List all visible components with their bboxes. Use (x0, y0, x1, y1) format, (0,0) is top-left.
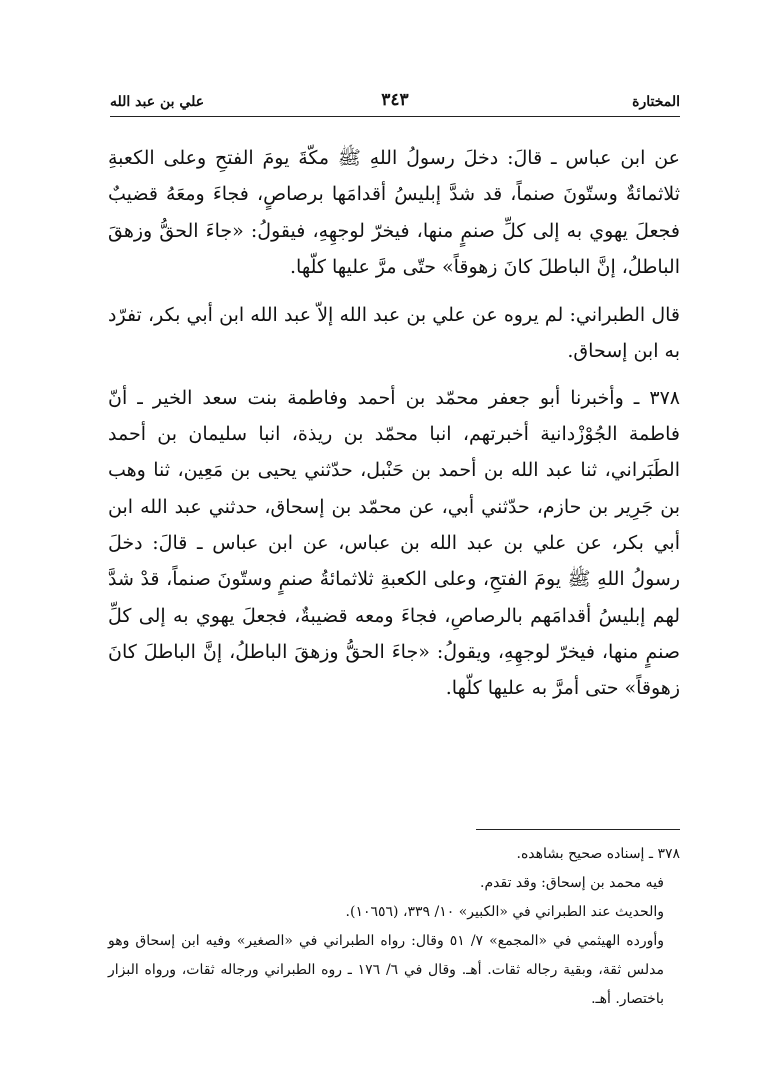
page-number: ٣٤٣ (381, 90, 409, 110)
footnote-separator (476, 829, 680, 830)
hadith-378-paragraph: ٣٧٨ ـ وأخبرنا أبو جعفر محمّد بن أحمد وفاطمة بنت سعد الخير ـ أنّ فاطمة الجُوْزْدانية أخبرتهم، انبا محمّد بن ريذة، انبا سليمان بن أحمد الطَبَراني، ثنا عبد الله بن أحمد بن حَنْبل، حدّثني يحيى بن مَعِين، ثنا وهب بن جَرِير بن حازم، حدّثني أبي، عن محمّد بن إسحاق، حدثني عبد الله ابن أبي بكر، عن علي بن عبد الله بن عباس، عن ابن عباس ـ قالَ: دخلَ رسولُ اللهِ ﷺ يومَ الفتحِ، وعلى الكعبةِ ثلاثمائةُ صنمٍ وستّونَ صنماً، قدْ شدَّ لهم إبليسُ أقدامَهم بالرصاصِ، فجاءَ ومعه قضيبةٌ، فجعلَ يهوي به إلى كلِّ صنمٍ منها، فيخرّ لوجهِهِ، ويقولُ: «جاءَ الحقُّ وزهقَ الباطلُ، إنَّ الباطلَ كانَ زهوقاً» حتى أمرَّ به عليها كلّها. (108, 386, 680, 700)
tabarani-comment-paragraph: قال الطبراني: لم يروه عن علي بن عبد الله إلاّ عبد الله ابن أبي بكر، تفرّد به ابن إسحاق. (108, 304, 680, 363)
footnote-line: والحديث عند الطبراني في «الكبير» ١٠/ ٣٣٩، (١٠٦٥٦). (345, 904, 664, 920)
book-title: المختارة (632, 94, 680, 110)
footnote-line: ٣٧٨ ـ إسناده صحيح بشاهده. (516, 846, 680, 862)
hadith-continuation-paragraph: عن ابن عباس ـ قالَ: دخلَ رسولُ اللهِ ﷺ مكّةَ يومَ الفتحِ وعلى الكعبةِ ثلاثمائةٌ وستّونَ صنماً، قد شدَّ إبليسُ أقدامَها برصاصٍ، فجاءَ ومعَهُ قضيبٌ فجعلَ يهوي به إلى كلِّ صنمٍ منها، فيخرّ لوجهِهِ، فيقولُ: «جاءَ الحقُّ وزهقَ الباطلُ، إنَّ الباطلَ كانَ زهوقاً» حتّى مرَّ عليها كلّها. (108, 147, 680, 278)
running-header (110, 88, 680, 117)
footnote-line: وأورده الهيثمي في «المجمع» ٧/ ٥١ وقال: رواه الطبراني في «الصغير» وفيه ابن إسحاق وهو مدلس ثقة، وبقية رجاله ثقات. أهـ. وقال في ٦/ ١٧٦ ـ روه الطبراني ورجاله ثقات، ورواه البزار باختصار. أهـ. (108, 933, 665, 1007)
footnote-line: فيه محمد بن إسحاق: وقد تقدم. (480, 875, 664, 891)
main-text (108, 140, 680, 706)
footnotes (108, 840, 680, 1014)
chapter-title: علي بن عبد الله (110, 94, 205, 110)
